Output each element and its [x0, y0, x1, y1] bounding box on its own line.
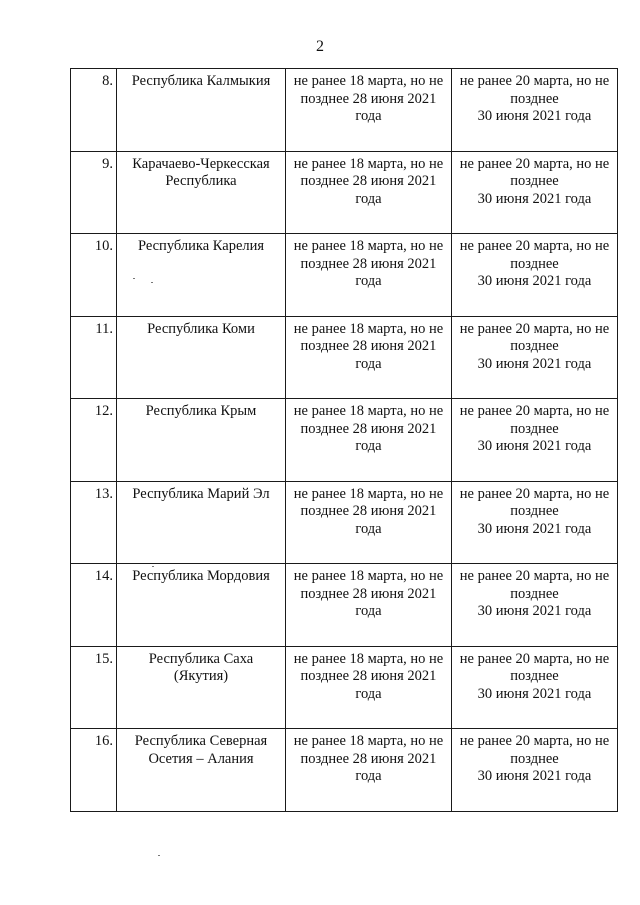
table-row [71, 646, 618, 729]
table-row [71, 151, 618, 234]
start-date-line: года [355, 768, 382, 784]
end-date-line: 30 июня 2021 года [477, 768, 592, 784]
start-date-line: не ранее 18 марта, но не [293, 73, 444, 89]
end-date-line: позднее [510, 503, 559, 519]
table-row [71, 564, 618, 647]
start-date-cell [286, 151, 452, 234]
start-date-line: года [355, 520, 382, 537]
start-date-line: года [355, 685, 382, 702]
end-date-cell [452, 564, 618, 647]
region-name-line: Карачаево-Черкесская [132, 155, 270, 172]
end-date-cell [452, 234, 618, 317]
scan-speck [152, 566, 154, 567]
end-date-line: 30 июня 2021 года [477, 273, 592, 289]
end-date-line: позднее [510, 90, 559, 107]
table-row [71, 234, 618, 317]
start-date-line: года [355, 273, 382, 289]
end-date-line: 30 июня 2021 года [477, 603, 592, 619]
region-name-line: (Якутия) [173, 668, 229, 684]
end-date-line: 30 июня 2021 года [477, 685, 592, 702]
start-date-cell [286, 399, 452, 482]
start-date-line: позднее 28 июня 2021 [300, 503, 437, 519]
region-name-cell [117, 729, 286, 812]
start-date-line: не ранее 18 марта, но не [293, 650, 444, 667]
end-date-line: позднее [510, 750, 559, 767]
region-name-line: Республика Мордовия [132, 568, 270, 584]
end-date-line: 30 июня 2021 года [477, 355, 592, 372]
end-date-line: позднее [510, 585, 559, 602]
row-number: 15. [71, 646, 117, 729]
start-date-line: позднее 28 июня 2021 [300, 750, 437, 767]
page-number: 2 [316, 38, 324, 55]
end-date-line: позднее [510, 420, 559, 437]
start-date-line: позднее 28 июня 2021 [300, 338, 437, 354]
end-date-cell [452, 729, 618, 812]
start-date-line: позднее 28 июня 2021 [300, 173, 437, 189]
start-date-cell [286, 729, 452, 812]
region-name-cell [117, 564, 286, 647]
row-number: 9. [71, 151, 117, 234]
region-name-line: Республика Крым [145, 403, 257, 419]
start-date-line: года [355, 355, 382, 372]
end-date-cell [452, 316, 618, 399]
end-date-line: не ранее 20 марта, но не [459, 650, 610, 667]
region-name-line: Республика Коми [147, 320, 255, 337]
region-name-line: Республика Северная [134, 733, 268, 749]
end-date-line: позднее [510, 668, 559, 684]
end-date-cell [452, 151, 618, 234]
region-name-cell [117, 151, 286, 234]
region-name-cell [117, 316, 286, 399]
start-date-cell [286, 481, 452, 564]
scan-speck [151, 282, 153, 283]
end-date-line: 30 июня 2021 года [477, 520, 592, 537]
start-date-line: не ранее 18 марта, но не [293, 320, 444, 337]
row-number: 16. [71, 729, 117, 812]
region-name-cell [117, 399, 286, 482]
end-date-line: 30 июня 2021 года [477, 438, 592, 454]
region-name-cell [117, 481, 286, 564]
row-number: 11. [71, 316, 117, 399]
scan-speck [158, 855, 160, 856]
end-date-line: не ранее 20 марта, но не [459, 320, 610, 337]
region-name-line: Республика Марий Эл [132, 485, 270, 502]
region-name-line: Республика Карелия [137, 238, 265, 254]
table-row [71, 69, 618, 152]
start-date-line: года [355, 108, 382, 124]
start-date-line: не ранее 18 марта, но не [293, 733, 444, 749]
end-date-line: позднее [510, 173, 559, 189]
scan-speck [133, 278, 135, 279]
end-date-line: не ранее 20 марта, но не [459, 73, 610, 89]
end-date-line: не ранее 20 марта, но не [459, 403, 610, 419]
start-date-line: позднее 28 июня 2021 [300, 255, 437, 272]
end-date-line: не ранее 20 марта, но не [459, 733, 610, 749]
table-row [71, 399, 618, 482]
end-date-cell [452, 69, 618, 152]
start-date-cell [286, 316, 452, 399]
end-date-cell [452, 646, 618, 729]
regions-schedule-table [70, 68, 618, 812]
start-date-line: года [355, 438, 382, 454]
end-date-line: позднее [510, 338, 559, 354]
start-date-line: позднее 28 июня 2021 [300, 90, 437, 107]
table-body [71, 69, 618, 812]
row-number: 13. [71, 481, 117, 564]
table-row [71, 729, 618, 812]
region-name-line: Осетия – Алания [148, 750, 254, 767]
end-date-line: не ранее 20 марта, но не [459, 568, 610, 584]
start-date-line: не ранее 18 марта, но не [293, 155, 444, 172]
start-date-line: не ранее 18 марта, но не [293, 403, 444, 419]
table-row [71, 316, 618, 399]
table-row [71, 481, 618, 564]
region-name-line: Республика Калмыкия [131, 73, 271, 89]
region-name-cell [117, 646, 286, 729]
start-date-line: позднее 28 июня 2021 [300, 668, 437, 684]
start-date-cell [286, 646, 452, 729]
end-date-line: 30 июня 2021 года [477, 108, 592, 124]
row-number: 12. [71, 399, 117, 482]
end-date-line: не ранее 20 марта, но не [459, 238, 610, 254]
end-date-line: не ранее 20 марта, но не [459, 485, 610, 502]
end-date-cell [452, 399, 618, 482]
region-name-cell [117, 234, 286, 317]
end-date-line: позднее [510, 255, 559, 272]
start-date-line: не ранее 18 марта, но не [293, 568, 444, 584]
end-date-line: не ранее 20 марта, но не [459, 155, 610, 172]
row-number: 8. [71, 69, 117, 152]
start-date-line: не ранее 18 марта, но не [293, 485, 444, 502]
start-date-cell [286, 69, 452, 152]
row-number: 14. [71, 564, 117, 647]
start-date-line: не ранее 18 марта, но не [293, 238, 444, 254]
end-date-cell [452, 481, 618, 564]
region-name-cell [117, 69, 286, 152]
start-date-line: позднее 28 июня 2021 [300, 585, 437, 602]
start-date-line: позднее 28 июня 2021 [300, 420, 437, 437]
start-date-cell [286, 234, 452, 317]
start-date-line: года [355, 603, 382, 619]
start-date-cell [286, 564, 452, 647]
end-date-line: 30 июня 2021 года [477, 190, 592, 207]
region-name-line: Республика [165, 173, 237, 189]
region-name-line: Республика Саха [148, 650, 254, 667]
start-date-line: года [355, 190, 382, 207]
row-number: 10. [71, 234, 117, 317]
